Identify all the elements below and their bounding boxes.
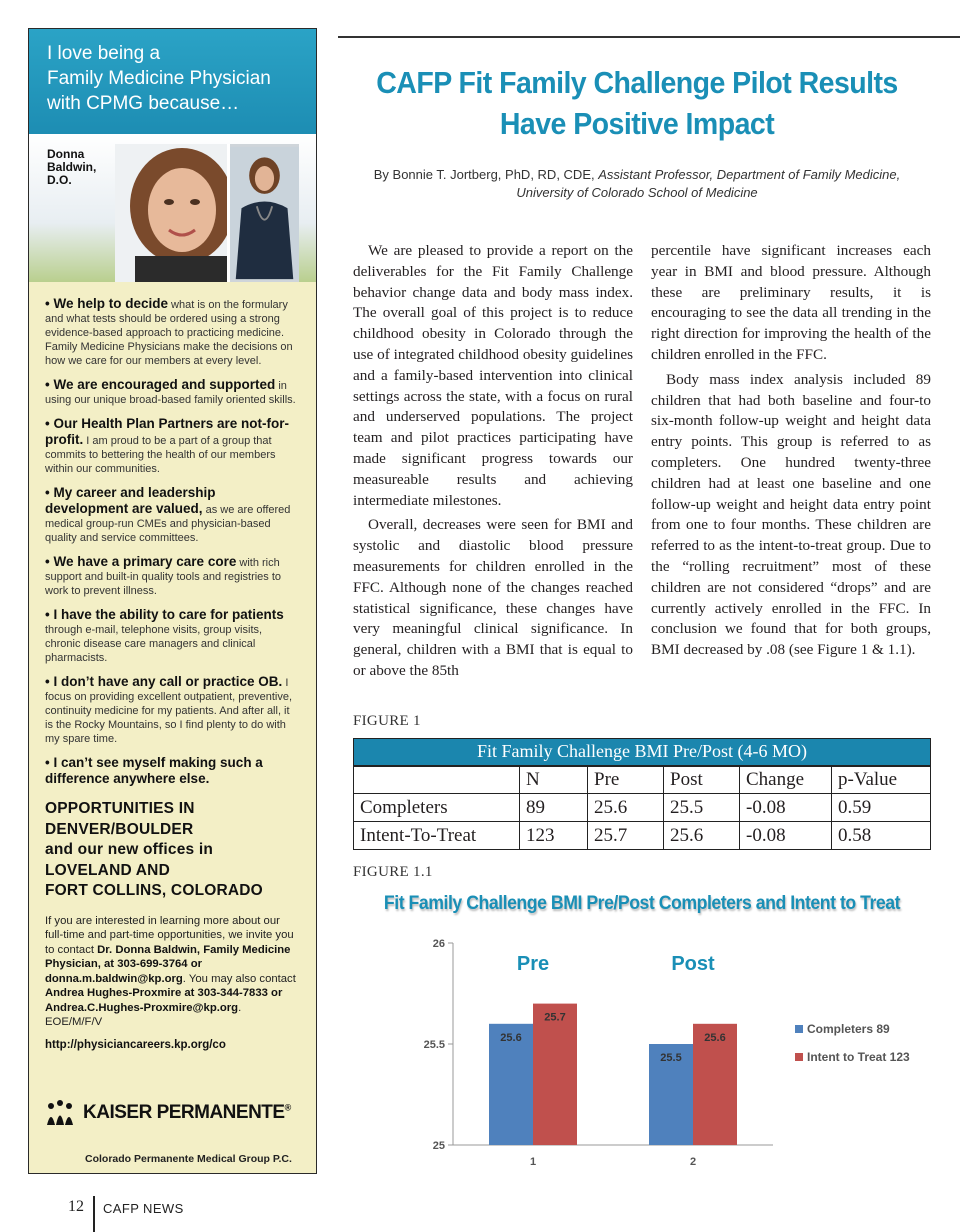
bar-value-label: 25.5 [660, 1052, 682, 1064]
x-tick-label: 2 [689, 1156, 697, 1168]
table-header-row: N Pre Post Change p-Value [354, 766, 931, 794]
bar [533, 1004, 577, 1145]
table-row: Completers 89 25.6 25.5 -0.08 0.59 [354, 794, 931, 822]
legend-swatch [795, 1025, 803, 1033]
ad-opportunities: OPPORTUNITIES IN DENVER/BOULDER and our new offices in LOVELAND AND FORT COLLINS, COLORADO [45, 800, 263, 899]
ad-url-link[interactable]: http://physiciancareers.kp.org/co [45, 1038, 226, 1051]
legend-swatch [795, 1053, 803, 1061]
ad-group-name: Colorado Permanente Medical Group P.C. [85, 1153, 292, 1165]
ad-bullet: • We help to decide what is on the formulary and what tests should be ordered using a strong evidence-based approach to practicing medicine. Family Medicine Physicians make the decisions on how we care for our members at every level. [45, 296, 293, 367]
legend-label: Completers 89 [807, 1022, 890, 1036]
page-number: 12 [68, 1198, 84, 1215]
paragraph: Body mass index analysis included 89 children that had both baseline and four-to six-month follow-up weight and height data entry points. This group is referred to as completers. One hundred twenty-three children had at least one baseline and one follow-up weight and height data entry point from one to four months. These children are referred to as the intent-to-treat group. Due to the “rolling recruitment” most of these children are not considered “drops” and are currently actively enrolled in the FFC. In conclusion we found that for both groups, BMI decreased by .08 (see Figure 1 & 1.1). [651, 370, 931, 659]
ad-bullet: • We are encouraged and supported in using our unique broad-based family oriented skills. [45, 377, 296, 406]
ad-contact: If you are interested in learning more about our full-time and part-time opportunities, we invite you to contact Dr. Donna Baldwin, Family Medicine Physician, at 303-699-3764 or donna.m.baldwin@kp.org. You may also contact Andrea Hughes-Proxmire at 303-344-7833 or Andrea.C.Hughes-Proxmire@kp.org. EOE/M/F/V [45, 914, 296, 1028]
doctor-name: Donna Baldwin, D.O. [47, 147, 97, 187]
figure-1-1-label: FIGURE 1.1 [353, 864, 433, 880]
doctor-fullbody-photo [227, 144, 299, 282]
table-row: Intent-To-Treat 123 25.7 25.6 -0.08 0.58 [354, 822, 931, 850]
bmi-table [353, 738, 931, 850]
kaiser-wordmark: KAISER PERMANENTE® [83, 1102, 291, 1123]
table-caption: Fit Family Challenge BMI Pre/Post (4-6 MO) [354, 739, 931, 766]
bar-value-label: 25.6 [500, 1031, 522, 1044]
ad-bullet: • Our Health Plan Partners are not-for-profit. I am proud to be a part of a group that commits to bettering the health of our members within our communities. [45, 416, 290, 475]
header-rule [338, 36, 960, 38]
bar-value-label: 25.7 [544, 1011, 566, 1024]
ad-bullet: • I have the ability to care for patients through e-mail, telephone visits, group visits, chronic disease care managers and clinical pharmacists. [45, 607, 284, 664]
legend-label: Intent to Treat 123 [807, 1050, 910, 1064]
x-tick-label: 1 [529, 1156, 537, 1168]
kaiser-people-icon [45, 1099, 75, 1127]
y-tick-label: 25.5 [423, 1039, 445, 1051]
article-column-1 [353, 241, 633, 686]
category-annotation: Pre [516, 953, 550, 975]
article-byline: By Bonnie T. Jortberg, PhD, RD, CDE, Assistant Professor, Department of Family Medicine, University of Colorado School of Medicine [373, 167, 901, 200]
y-tick-label: 25 [432, 1140, 445, 1152]
publication-name: CAFP NEWS [103, 1201, 184, 1216]
ad-bullet: • My career and leadership development are valued, as we are offered medical group-run CMEs and physician-based quality and service committees. [45, 485, 291, 544]
ad-bullet: • I don’t have any call or practice OB. I focus on providing excellent outpatient, preventive, continuity medicine for my patients. And after all, it is the Rocky Mountains, so I find plenty to do with my spare time. [45, 674, 293, 745]
article-title: CAFP Fit Family Challenge Pilot Results Have Positive Impact [376, 65, 898, 141]
ad-bullet: • We have a primary care core with rich support and built-in quality tools and registries to work to prevent illness. [45, 554, 282, 597]
paragraph: We are pleased to provide a report on the deliverables for the Fit Family Challenge behavior change data and body mass index. The overall goal of this project is to reduce childhood obesity in Colorado through the use of integrated childhood obesity guidelines and a family-based intervention into clinical settings across the state, with a focus on rural and underserved populations. The project team and pilot practices participating have made significant progress towards our measureable results and achieving intermediate milestones. [353, 242, 633, 509]
figure-1-label: FIGURE 1 [353, 713, 421, 729]
kaiser-logo [45, 1099, 291, 1127]
footer-divider [93, 1196, 95, 1232]
bmi-bar-chart [353, 925, 931, 1180]
paragraph: Overall, decreases were seen for BMI and systolic and diastolic blood pressure measurements for children enrolled in the FFC. Although none of the changes reached statistical significance, these changes have very meaningful clinical significance. In general, children with a BMI that is equal to or above the 85th [353, 516, 633, 679]
y-tick-label: 26 [432, 938, 445, 950]
ad-body [29, 282, 316, 1051]
chart-title: Fit Family Challenge BMI Pre/Post Completers and Intent to Treat [383, 893, 901, 914]
doctor-photo [29, 134, 316, 282]
bar-value-label: 25.6 [704, 1031, 726, 1044]
ad-headline: I love being a Family Medicine Physician with CPMG because… [29, 29, 316, 134]
ad-bullet: • I can’t see myself making such a difference anywhere else. [45, 755, 263, 786]
category-annotation: Post [671, 953, 715, 975]
article-column-2 [651, 241, 931, 665]
kaiser-recruitment-ad [28, 28, 317, 1174]
paragraph: percentile have significant increases each year in BMI and blood pressure. Although these are preliminary results, it is encouraging to see the data all trending in the right direction for improving the health of the children enrolled in the FFC. [651, 242, 931, 363]
